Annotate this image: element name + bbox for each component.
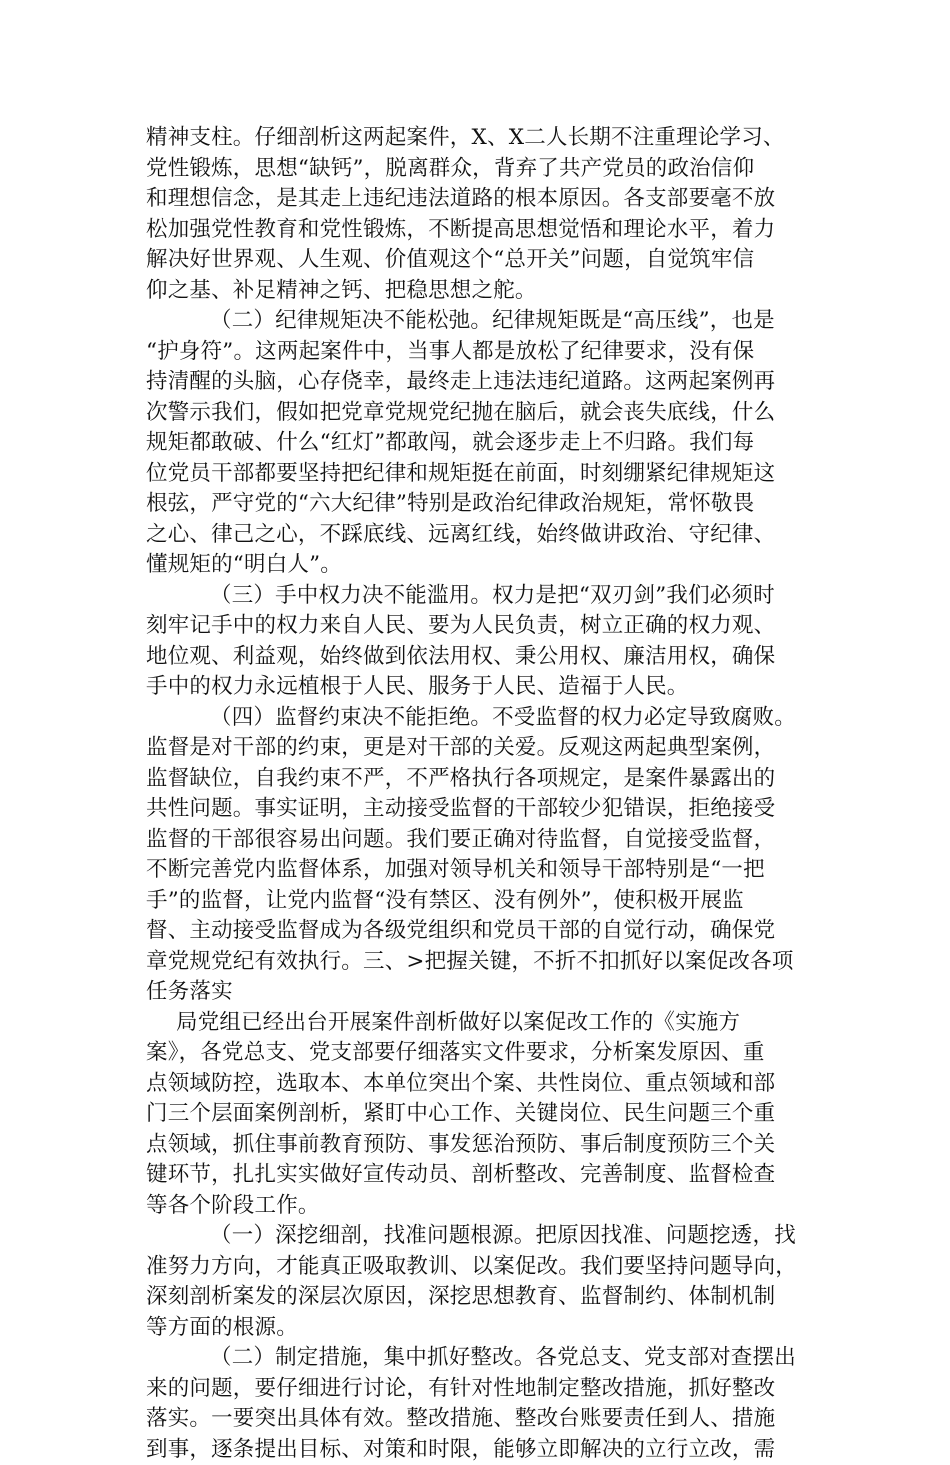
paragraph-discipline: （二）纪律规矩决不能松弛。纪律规矩既是“高压线”，也是 “护身符”。这两起案件中，当事人都是放松了纪律要求，没有保 持清醒的头脑，心存侥幸，最终走上违法违纪道路。这两起案例再 次警示我们，假如把党章党规党纪抛在脑后，就会丧失底线，什么 规矩都敢破、什么“红灯”都敢闯，就会逐步走上不归路。我们每 位党员干部都要坚持把纪律和规矩挺在前面，时刻绷紧纪律规矩这 根弦，严守党的“六大纪律”特别是政治纪律政治规矩，常怀敬畏 之心、律己之心，不踩底线、远离红线，始终做讲政治、守纪律、 懂规矩的“明白人”。 [146, 308, 776, 577]
paragraph-supervision: （四）监督约束决不能拒绝。不受监督的权力必定导致腐败。 监督是对干部的约束，更是对干部的关爱。反观这两起典型案例， 监督缺位，自我约束不严，不严格执行各项规定，是案件暴露出的 共性问题。事实证明，主动接受监督的干部较少犯错误，拒绝接受 监督的干部很容易出问题。我们要正确对待监督，自觉接受监督， 不断完善党内监督体系，加强对领导机关和领导干部特别是“一把 手”的监督，让党内监督“没有禁区、没有例外”，使积极开展监 督、主动接受监督成为各级党组织和党员干部的自觉行动，确保党 章党规党纪有效执行。三、>把握关键，不折不扣抓好以案促改各项 任务落实 [146, 704, 796, 1004]
paragraph-implementation-plan: 局党组已经出台开展案件剖析做好以案促改工作的《实施方 案》，各党总支、党支部要仔细落实文件要求，分析案发原因、重 点领域防控，选取本、本单位突出个案、共性岗位、重点领域和部 门三个层面案例剖析，紧盯中心工作、关键岗位、民生问题三个重 点领域，抓住事前教育预防、事发惩治预防、事后制度预防三个关 键环节，扎扎实实做好宣传动员、剖析整改、完善制度、监督检查 等各个阶段工作。 [146, 1009, 776, 1218]
paragraph-power: （三）手中权力决不能滥用。权力是把“双刃剑”我们必须时 刻牢记手中的权力来自人民、要为人民负责，树立正确的权力观、 地位观、利益观，始终做到依法用权、秉公用权、廉洁用权，确保 手中的权力永远植根于人民、服务于人民、造福于人民。 [146, 582, 776, 699]
paragraph-root-cause: （一）深挖细剖，找准问题根源。把原因找准、问题挖透，找 准努力方向，才能真正吸取教训、以案促改。我们要坚持问题导向， 深刻剖析案发的深层次原因，深挖思想教育、监督制约、体制机制 等方面的根源。 [146, 1223, 798, 1340]
paragraph-continuation: 精神支柱。仔细剖析这两起案件，X、X二人长期不注重理论学习、 党性锻炼，思想“缺钙”，脱离群众，背弃了共产党员的政治信仰 和理想信念，是其走上违纪违法道路的根本原因。各支部要毫不放 松加强党性教育和党性锻炼，不断提高思想觉悟和理论水平，着力 解决好世界观、人生观、价值观这个“总开关”问题，自觉筑牢信 仰之基、补足精神之钙、把稳思想之舵。 [146, 125, 785, 303]
paragraph-rectification: （二）制定措施，集中抓好整改。各党总支、党支部对查摆出 来的问题，要仔细进行讨论，有针对性地制定整改措施，抓好整改 落实。一要突出具体有效。整改措施、整改台账要责任到人、措施 到事，逐条提出目标、对策和时限，能够立即解决的立行立改，需 [146, 1345, 796, 1462]
document-body [146, 123, 818, 1465]
